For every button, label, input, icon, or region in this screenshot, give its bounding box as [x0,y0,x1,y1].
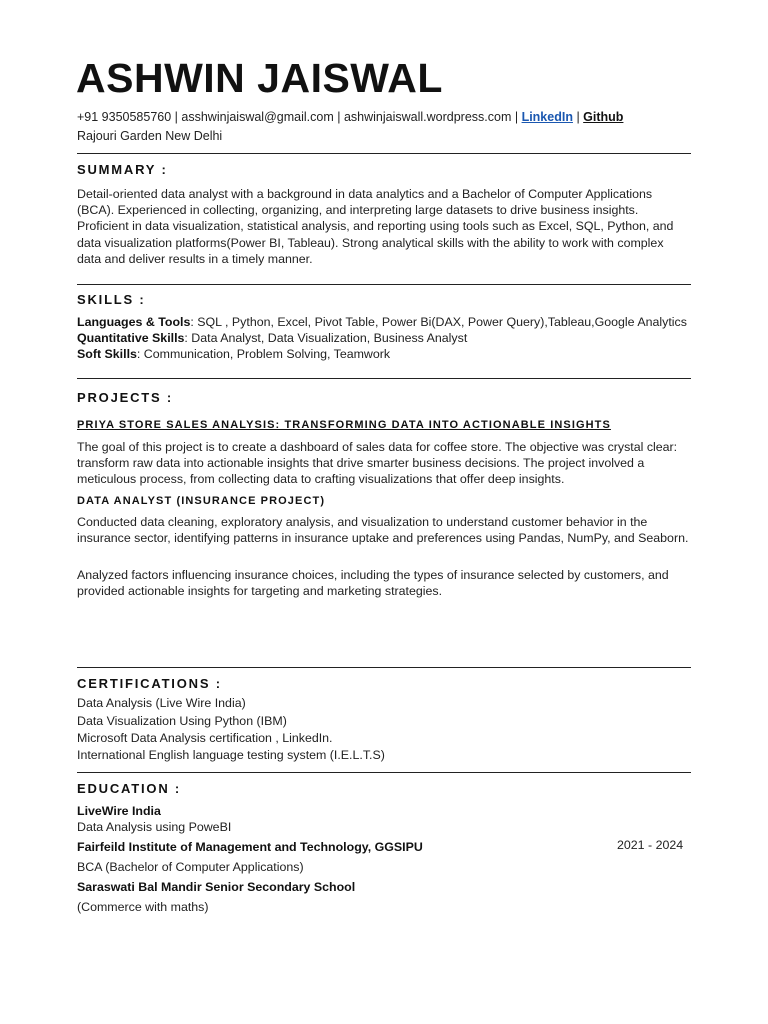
skill-label: Languages & Tools [77,315,191,329]
school-name: LiveWire India [77,804,161,818]
certifications-heading: CERTIFICATIONS : [77,676,222,691]
skill-line-quantitative [77,330,467,346]
certification-item: Data Visualization Using Python (IBM) [77,714,287,728]
education-dates: 2021 - 2024 [617,838,684,852]
website-link[interactable]: ashwinjaiswall.wordpress.com [343,110,512,124]
projects-heading: PROJECTS : [77,390,174,405]
linkedin-link[interactable]: LinkedIn [521,110,573,124]
address: Rajouri Garden New Delhi [77,129,223,143]
project-description: The goal of this project is to create a dashboard of sales data for coffee store. The objective was crystal clear: transform raw data into actionable insights that drive smarter business decisions. The project involved a meticulous process, from collecting data to crafting visualizations that offer deep insights. [77,440,678,487]
skills-heading: SKILLS : [77,292,146,307]
school-name: Saraswati Bal Mandir Senior Secondary School [77,880,356,894]
certification-item: Data Analysis (Live Wire India) [77,696,246,710]
project-description: Conducted data cleaning, exploratory analysis, and visualization to understand customer behavior in the insurance sector, identifying patterns in insurance uptake and preferences using Pandas, NumPy, and Seaborn. [77,515,689,546]
certification-item: International English language testing system (I.E.L.T.S) [77,748,385,762]
project-title: DATA ANALYST (INSURANCE PROJECT) [77,495,326,507]
education-detail: BCA (Bachelor of Computer Applications) [77,860,304,874]
section-divider [77,153,691,154]
skill-label: Soft Skills [77,347,137,361]
separator: | [333,110,344,124]
section-divider [77,284,691,285]
contact-line [77,109,623,125]
school-name: Fairfeild Institute of Management and Technology, GGSIPU [77,840,423,854]
skill-value: : Data Analyst, Data Visualization, Business Analyst [184,331,468,345]
separator: | [171,110,182,124]
certification-item: Microsoft Data Analysis certification , LinkedIn. [77,731,333,745]
education-detail: (Commerce with maths) [77,900,209,914]
skill-value: : Communication, Problem Solving, Teamwork [136,347,391,361]
skill-value: : SQL , Python, Excel, Pivot Table, Power Bi(DAX, Power Query),Tableau,Google Analytics [190,315,687,329]
education-detail: Data Analysis using PoweBI [77,820,232,834]
summary-text: Detail-oriented data analyst with a background in data analytics and a Bachelor of Computer Applications (BCA). Experienced in collecting, organizing, and interpreting large datasets to drive business insights. Proficient in data visualization, statistical analysis, and reporting using tools such as Excel, SQL, Python, and data visualization platforms(Power BI, Tableau). Strong analytical skills with the ability to work with complex data and deliver results in a timely manner. [77,187,674,266]
separator: | [572,110,584,124]
section-divider [77,667,691,668]
skill-line-languages [77,314,687,330]
candidate-name: ASHWIN JAISWAL [76,55,443,101]
project-description: Analyzed factors influencing insurance choices, including the types of insurance selected by customers, and provided actionable insights for targeting and marketing strategies. [77,568,669,599]
education-heading: EDUCATION : [77,781,182,796]
skill-label: Quantitative Skills [77,331,185,345]
project-title: PRIYA STORE SALES ANALYSIS: TRANSFORMING DATA INTO ACTIONABLE INSIGHTS [77,419,611,431]
phone-number: +91 9350585760 [77,110,172,124]
section-divider [77,772,691,773]
email-address[interactable]: asshwinjaiswal@gmail.com [181,110,334,124]
skill-line-soft [77,346,390,362]
separator: | [511,110,522,124]
section-divider [77,378,691,379]
summary-heading: SUMMARY : [77,162,168,177]
github-link[interactable]: Github [583,110,624,124]
